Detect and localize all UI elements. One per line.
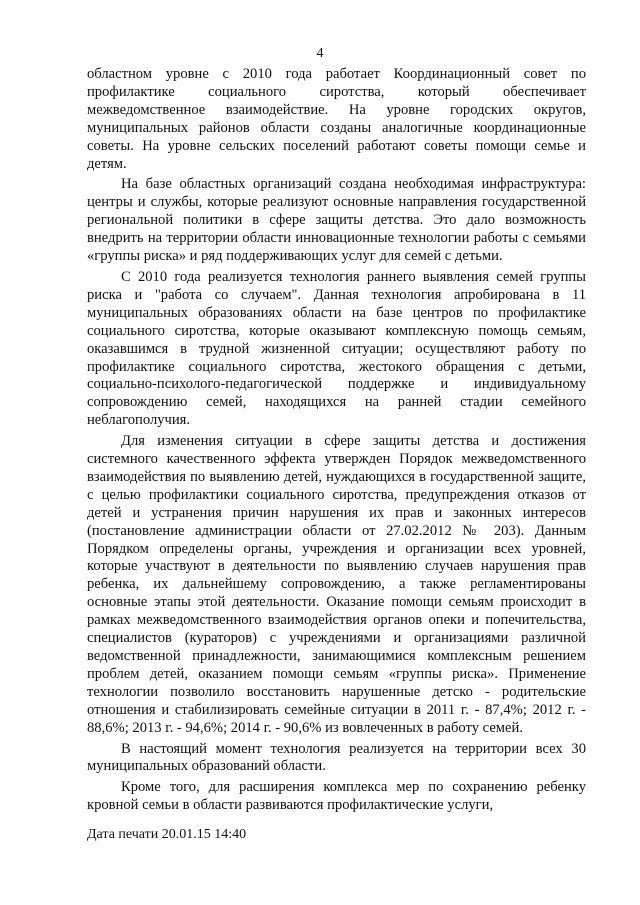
document-body [87,66,586,815]
paragraph-infrastructure: На базе областных организаций создана необходимая инфраструктура: центры и службы, которые реализуют основные направления государственной региональной политики в сфере защиты детства. Это дало возможность внедрить на территории области инновационные технологии работы с семьями «группы риска» и ряд поддерживающих услуг для семей с детьми. [87,176,586,265]
paragraph-early-detection: С 2010 года реализуется технология раннего выявления семей группы риска и "работа со случаем". Данная технология апробирована в 11 муниципальных образованиях области на базе центров по профилактике социального сиротства, которые оказывают комплексную помощь семьям, оказавшимся в трудной жизненной ситуации; осуществляют работу по профилактике социального сиротства, жестокого обращения с детьми, социально-психолого-педагогической поддержке и индивидуальному сопровождению семей, находящихся на ранней стадии семейного неблагополучия. [87,268,586,429]
paragraph-continuation: областном уровне с 2010 года работает Координационный совет по профилактике социального сиротства, который обеспечивает межведомственное взаимодействие. На уровне городских округов, муниципальных районов области созданы аналогичные координационные советы. На уровне сельских поселений работают советы помощи семье и детям. [87,66,586,172]
paragraph-current-status: В настоящий момент технология реализуется на территории всех 30 муниципальных образований области. [87,740,586,775]
paragraph-interagency-procedure: Для изменения ситуации в сфере защиты детства и достижения системного качественного эффекта утвержден Порядок межведомственного взаимодействия по выявлению детей, нуждающихся в государственной защите, с целью профилактики социального сиротства, предупреждения отказов от детей и устранения причин нарушения их прав и законных интересов (постановление администрации области от 27.02.2012 № 203). Данным Порядком определены органы, учреждения и организации всех уровней, которые участвуют в деятельности по выявлению случаев нарушения прав ребенка, их дальнейшему сопровождению, а также регламентированы основные этапы этой деятельности. Оказание помощи семьям происходит в рамках межведомственного взаимодействия органов опеки и попечительства, специалистов (кураторов) с учреждениями и организациями различной ведомственной принадлежности, занимающимися комплексным решением проблем детей, оказанием помощи семьям «группы риска». Применение технологии позволило восстановить нарушенные детско - родительские отношения и стабилизировать семейные ситуации в 2011 г. - 87,4%; 2012 г. - 88,6%; 2013 г. - 94,6%; 2014 г. - 90,6% из вовлеченных в работу семей. [87,433,586,736]
paragraph-preventive-services: Кроме того, для расширения комплекса мер по сохранению ребенку кровной семьи в области развиваются профилактические услуги, [87,779,586,814]
print-date: Дата печати 20.01.15 14:40 [87,827,247,842]
page-number: 4 [316,46,324,61]
